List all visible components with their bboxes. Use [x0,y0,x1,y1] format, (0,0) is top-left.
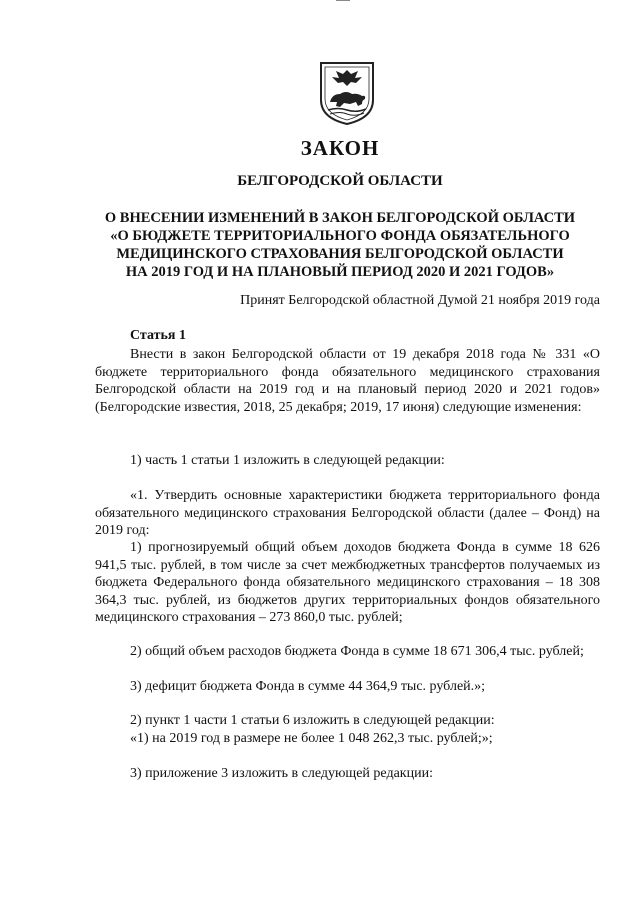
article-title: Статья 1 [130,328,186,343]
heading-line: НА 2019 ГОД И НА ПЛАНОВЫЙ ПЕРИОД 2020 И 2021 ГОДОВ» [125,264,555,280]
heading-line: О ВНЕСЕНИИ ИЗМЕНЕНИЙ В ЗАКОН БЕЛГОРОДСКОЙ ОБЛАСТИ [104,210,576,226]
scan-mark [336,0,350,1]
amendment-item-2: 2) пункт 1 части 1 статьи 6 изложить в следующей редакции: [130,713,495,728]
amendment-item-3: 3) приложение 3 изложить в следующей редакции: [130,766,433,781]
deficit-clause: 3) дефицит бюджета Фонда в сумме 44 364,9 тыс. рублей.»; [130,679,486,694]
amendment-item-2-text: «1) на 2019 год в размере не более 1 048 262,3 тыс. рублей;»; [130,731,493,746]
revenue-clause: 1) прогнозируемый общий объем доходов бюджета Фонда в сумме 18 626 941,5 тыс. рублей, в том числе за счет межбюджетных трансфертов получаемых из бюджета Федерального фонда обязательного медицинского страхования – 18 308 364,3 тыс. рублей, из бюджетов других территориальных фондов обязательного медицинского страхования – 273 860,0 тыс. рублей; [95,540,600,625]
belgorod-coat-of-arms-icon [318,60,376,126]
heading-line: «О БЮДЖЕТЕ ТЕРРИТОРИАЛЬНОГО ФОНДА ОБЯЗАТЕЛЬНОГО [110,228,570,244]
amendment-item-1: 1) часть 1 статьи 1 изложить в следующей редакции: [130,453,445,468]
expense-clause: 2) общий объем расходов бюджета Фонда в сумме 18 671 306,4 тыс. рублей; [130,644,584,659]
document-region: БЕЛГОРОДСКОЙ ОБЛАСТИ [237,173,443,189]
law-heading [40,209,640,281]
heading-line: МЕДИЦИНСКОГО СТРАХОВАНИЯ БЕЛГОРОДСКОЙ ОБЛАСТИ [116,246,564,262]
article-intro: Внести в закон Белгородской области от 19 декабря 2018 года № 331 «О бюджете территориального фонда обязательного медицинского страхования Белгородской области на 2019 год и на плановый период 2020 и 2021 годов» (Белгородские известия, 2018, 25 декабря; 2019, 17 июня) следующие изменения: [95,347,600,415]
quoted-part-intro: «1. Утвердить основные характеристики бюджета территориального фонда обязательного медицинского страхования Белгородской области (далее – Фонд) на 2019 год: [95,488,600,538]
adoption-note: Принят Белгородской областной Думой 21 ноября 2019 года [240,293,600,308]
document-title: ЗАКОН [300,136,380,160]
